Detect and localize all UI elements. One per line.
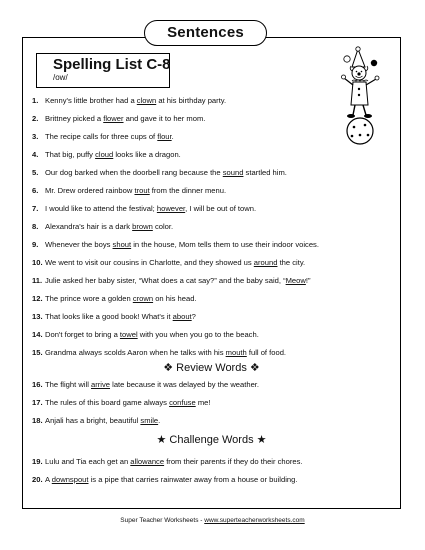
sentence-16: 16. The flight will arrive late because it was delayed by the weather.	[32, 380, 260, 389]
spelling-word: confuse	[169, 398, 196, 407]
sentence-2: 2. Brittney picked a flower and gave it to her mom.	[32, 114, 206, 123]
spelling-word: trout	[134, 186, 150, 195]
sentence-15: 15. Grandma always scolds Aaron when he talks with his mouth full of food.	[32, 348, 287, 357]
sentence-6: 6. Mr. Drew ordered rainbow trout from the dinner menu.	[32, 186, 227, 195]
spelling-word: shout	[112, 240, 132, 249]
sentence-14: 14. Don't forget to bring a towel with you when you go to the beach.	[32, 330, 259, 339]
spelling-word: allowance	[130, 457, 165, 466]
sentence-5: 5. Our dog barked when the doorbell rang because the sound startled him.	[32, 168, 287, 177]
sentence-20: 20. A downspout is a pipe that carries rainwater away from a house or building.	[32, 475, 298, 484]
sentence-10: 10. We went to visit our cousins in Charlotte, and they showed us around the city.	[32, 258, 306, 267]
footer-link[interactable]: www.superteacherworksheets.com	[204, 517, 305, 524]
spelling-word: mouth	[225, 348, 247, 357]
spelling-word: downspout	[51, 475, 89, 484]
review-words-heading: ❖ Review Words ❖	[163, 362, 260, 374]
spelling-word: arrive	[91, 380, 111, 389]
spelling-word: clown	[136, 96, 157, 105]
spelling-word: brown	[132, 222, 153, 231]
footer	[0, 517, 425, 525]
challenge-words-heading: ★ Challenge Words ★	[156, 434, 267, 446]
sentence-1: 1. Kenny's little brother had a clown at his birthday party.	[32, 96, 227, 105]
sentence-4: 4. That big, puffy cloud looks like a dragon.	[32, 150, 181, 159]
sentence-18: 18. Anjali has a bright, beautiful smile.	[32, 416, 161, 425]
sentence-11: 11. Julie asked her baby sister, “What does a cat say?” and the baby said, “Meow!”	[32, 276, 311, 285]
spelling-word: cloud	[95, 150, 114, 159]
spelling-word: towel	[119, 330, 138, 339]
spelling-word: crown	[132, 294, 154, 303]
sentence-3: 3. The recipe calls for three cups of flour.	[32, 132, 174, 141]
spelling-word: smile	[140, 416, 159, 425]
sentence-19: 19. Lulu and Tia each get an allowance from their parents if they do their chores.	[32, 457, 303, 466]
spelling-list-title: Spelling List C-8	[53, 56, 171, 73]
sentence-12: 12. The prince wore a golden crown on his head.	[32, 294, 197, 303]
spelling-pattern: /ow/	[53, 73, 68, 82]
spelling-word: about	[172, 312, 192, 321]
spelling-list-box	[36, 53, 170, 88]
spelling-word: around	[253, 258, 278, 267]
sentence-7: 7. I would like to attend the festival; however, I will be out of town.	[32, 204, 257, 213]
spelling-word: sound	[222, 168, 244, 177]
spelling-word: however	[156, 204, 186, 213]
clown-illustration	[338, 45, 394, 145]
sentence-8: 8. Alexandra's hair is a dark brown color.	[32, 222, 174, 231]
sentence-17: 17. The rules of this board game always confuse me!	[32, 398, 211, 407]
page-title: Sentences	[144, 20, 267, 46]
sentence-13: 13. That looks like a good book! What's it about?	[32, 312, 196, 321]
sentence-9: 9. Whenever the boys shout in the house, Mom tells them to use their indoor voices.	[32, 240, 319, 249]
footer-text: Super Teacher Worksheets -	[120, 517, 205, 524]
spelling-word: flour	[157, 132, 172, 141]
spelling-word: Meow	[285, 276, 306, 285]
spelling-word: flower	[103, 114, 124, 123]
